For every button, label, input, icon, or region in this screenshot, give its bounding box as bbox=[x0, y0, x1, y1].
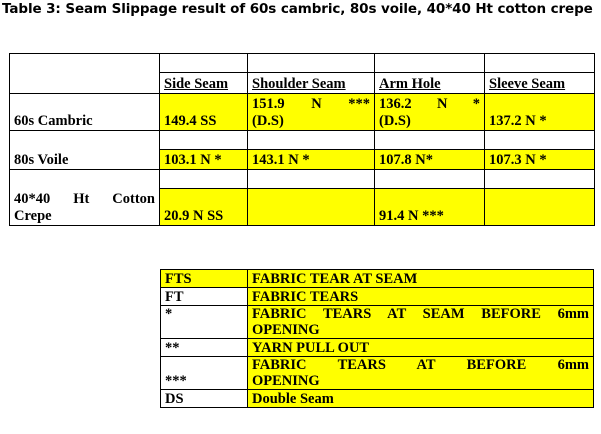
legend-row bbox=[161, 339, 594, 357]
table-row bbox=[10, 170, 595, 189]
table-row bbox=[10, 94, 595, 131]
header-shoulder-seam: Shoulder Seam bbox=[248, 73, 375, 94]
legend-meaning: Double Seam bbox=[248, 390, 594, 408]
mark-text: *** bbox=[348, 96, 370, 112]
legend-symbol: *** bbox=[161, 357, 248, 390]
value-text: 136.2 bbox=[379, 96, 412, 112]
table-row bbox=[10, 189, 595, 226]
fabric-line-2: Crepe bbox=[14, 208, 52, 224]
legend-meaning-line-1: FABRIC TEARS AT BEFORE 6mm bbox=[252, 357, 589, 373]
legend-table bbox=[160, 269, 594, 408]
sleeve-seam-cell: 107.3 N * bbox=[485, 150, 595, 170]
mark-text: * bbox=[472, 96, 480, 112]
legend-meaning: FABRIC TEAR AT SEAM bbox=[248, 270, 594, 288]
legend-symbol: FTS bbox=[161, 270, 248, 288]
shoulder-seam-cell bbox=[248, 189, 375, 226]
legend-meaning-line-2: OPENING bbox=[252, 373, 320, 389]
side-seam-cell: 103.1 N * bbox=[160, 150, 248, 170]
sleeve-seam-cell: 137.2 N * bbox=[485, 94, 595, 131]
legend-row bbox=[161, 306, 594, 339]
legend-meaning: YARN PULL OUT bbox=[248, 339, 594, 357]
fabric-cell bbox=[10, 189, 160, 226]
fabric-line-1: 40*40 Ht Cotton bbox=[14, 191, 155, 207]
fabric-cell: 80s Voile bbox=[10, 150, 160, 170]
shoulder-seam-cell: 143.1 N * bbox=[248, 150, 375, 170]
legend-symbol: DS bbox=[161, 390, 248, 408]
arm-hole-cell: 91.4 N *** bbox=[375, 189, 485, 226]
header-cell-empty bbox=[10, 73, 160, 94]
legend-meaning-line-1: FABRIC TEARS AT SEAM BEFORE 6mm bbox=[252, 306, 589, 322]
shoulder-seam-cell bbox=[248, 94, 375, 131]
arm-hole-cell bbox=[375, 94, 485, 131]
unit-text: N bbox=[436, 96, 448, 112]
legend-meaning-line-2: OPENING bbox=[252, 322, 320, 338]
legend-row bbox=[161, 270, 594, 288]
table-caption: Table 3: Seam Slippage result of 60s cambric, 80s voile, 40*40 Ht cotton crepe bbox=[2, 1, 593, 17]
legend-meaning bbox=[248, 357, 594, 390]
value-text: 151.9 bbox=[252, 96, 285, 112]
seam-slippage-table bbox=[9, 53, 595, 226]
table-row bbox=[10, 150, 595, 170]
legend-symbol: * bbox=[161, 306, 248, 339]
fabric-cell: 60s Cambric bbox=[10, 94, 160, 131]
legend-symbol: FT bbox=[161, 288, 248, 306]
legend-row bbox=[161, 390, 594, 408]
table-row bbox=[10, 131, 595, 150]
header-arm-hole: Arm Hole bbox=[375, 73, 485, 94]
sleeve-seam-cell bbox=[485, 189, 595, 226]
header-sleeve-seam: Sleeve Seam bbox=[485, 73, 595, 94]
legend-row bbox=[161, 357, 594, 390]
header-side-seam: Side Seam bbox=[160, 73, 248, 94]
legend-meaning bbox=[248, 306, 594, 339]
note-text: (D.S) bbox=[252, 113, 284, 129]
legend-symbol: ** bbox=[161, 339, 248, 357]
side-seam-cell: 20.9 N SS bbox=[160, 189, 248, 226]
table-row bbox=[10, 54, 595, 73]
legend-row bbox=[161, 288, 594, 306]
note-text: (D.S) bbox=[379, 113, 411, 129]
header-row bbox=[10, 73, 595, 94]
legend-meaning: FABRIC TEARS bbox=[248, 288, 594, 306]
arm-hole-cell: 107.8 N* bbox=[375, 150, 485, 170]
side-seam-cell: 149.4 SS bbox=[160, 94, 248, 131]
unit-text: N bbox=[311, 96, 322, 112]
